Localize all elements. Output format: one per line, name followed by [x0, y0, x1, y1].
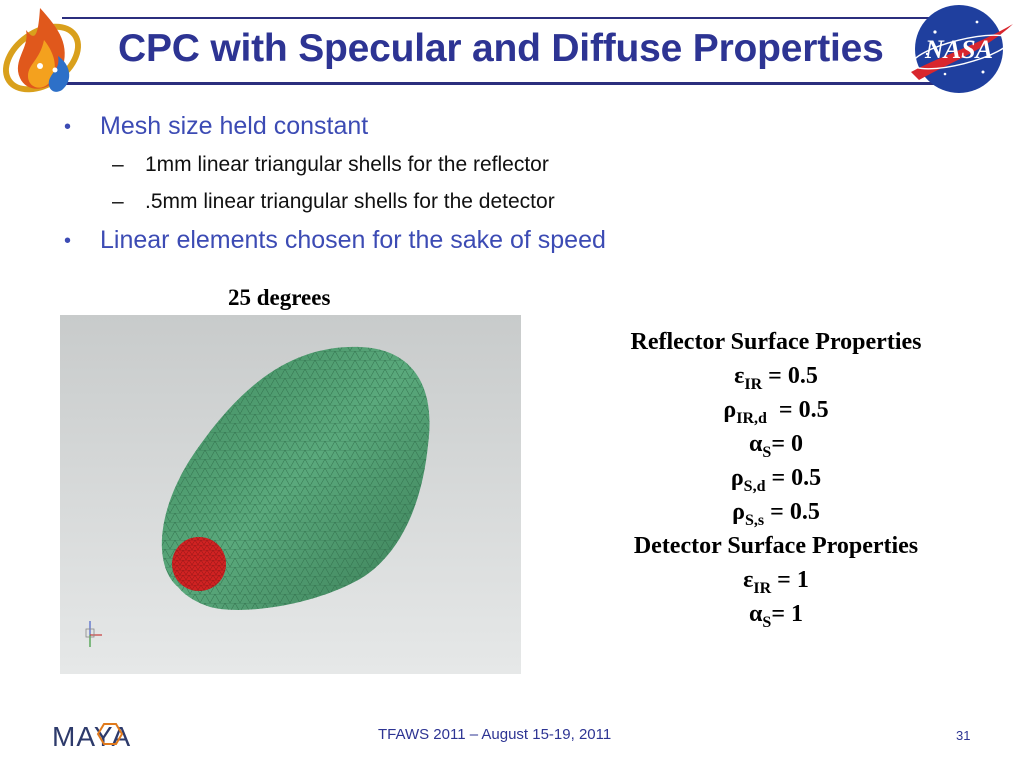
maya-logo-text: MAYA [52, 721, 132, 752]
footer-conference: TFAWS 2011 – August 15-19, 2011 [378, 726, 612, 743]
bullet-linear-elements: Linear elements chosen for the sake of speed [100, 226, 606, 254]
detector-properties-header: Detector Surface Properties [633, 533, 919, 559]
cpc-mesh-figure [60, 315, 521, 674]
figure-caption: 25 degrees [228, 285, 331, 310]
nasa-logo [905, 2, 1017, 96]
bullet-marker: • [64, 116, 72, 138]
reflector-property-ir-diffuse-reflectance: $\rho_{IR,d} = 0.5$ [723, 397, 829, 427]
reflector-property-emissivity: $\varepsilon_{IR} = 0.5$ [734, 363, 818, 393]
bullet-marker: • [64, 230, 72, 252]
title-rule-bottom [62, 82, 936, 85]
sub-bullet-marker: – [112, 153, 124, 176]
sub-bullet-detector: .5mm linear triangular shells for the detector [145, 190, 555, 213]
sub-bullet-reflector: 1mm linear triangular shells for the reflector [145, 153, 549, 176]
reflector-property-solar-diffuse-reflectance: $\rho_{S,d} = 0.5$ [730, 465, 822, 495]
page-number: 31 [956, 728, 971, 743]
tfaws-logo [0, 0, 106, 110]
title-rule-top [62, 17, 936, 19]
slide-title: CPC with Specular and Diffuse Properties [118, 27, 884, 70]
surface-properties [590, 325, 962, 631]
reflector-properties-header: Reflector Surface Properties [630, 329, 922, 355]
bullet-mesh-size: Mesh size held constant [100, 112, 369, 140]
detector-property-solar-absorptance: $\alpha_S= 1$ [749, 601, 803, 631]
reflector-property-solar-specular-reflectance: $\rho_{S,s} = 0.5$ [732, 499, 820, 529]
reflector-property-solar-absorptance: $\alpha_S= 0$ [749, 431, 803, 461]
nasa-logo-text: NASA [925, 35, 993, 64]
maya-logo [52, 718, 154, 752]
detector-property-emissivity: $\varepsilon_{IR} = 1$ [743, 567, 809, 597]
sub-bullet-marker: – [112, 190, 124, 213]
